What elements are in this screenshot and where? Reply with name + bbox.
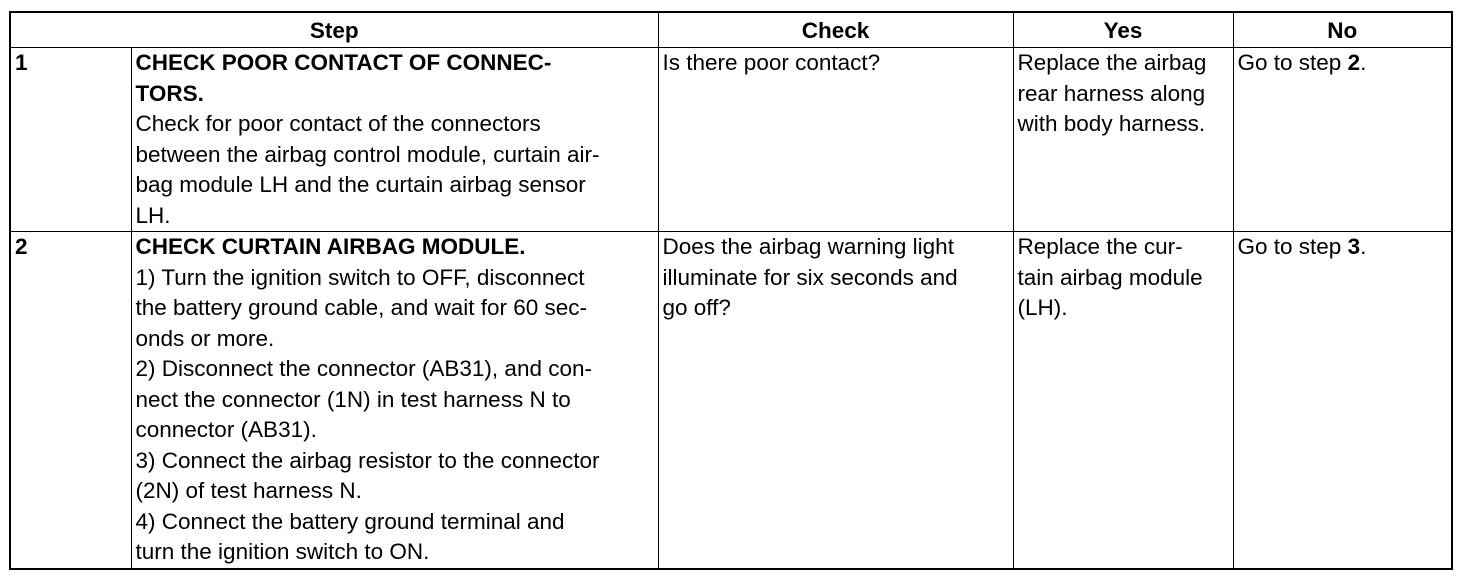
- step-instruction-line: 2) Disconnect the connector (AB31), and con-: [135, 356, 592, 381]
- header-step: Step: [10, 12, 658, 48]
- table-row: [10, 232, 1452, 569]
- yes-line: Replace the airbag: [1017, 50, 1207, 75]
- check-line: Does the airbag warning light: [662, 234, 954, 259]
- step-instruction-line: 3) Connect the airbag resistor to the connector: [135, 447, 600, 473]
- step-instruction-line: (2N) of test harness N.: [135, 478, 362, 503]
- yes-line: (LH).: [1017, 295, 1068, 320]
- check-line: illuminate for six seconds and: [662, 264, 958, 290]
- no-suffix: .: [1360, 50, 1367, 75]
- yes-line: with body harness.: [1017, 111, 1206, 136]
- step-instruction-line: the battery ground cable, and wait for 60 sec-: [135, 295, 588, 320]
- yes-line: Replace the cur-: [1017, 234, 1183, 259]
- no-step-number: 2: [1347, 50, 1361, 75]
- step-instruction-line: between the airbag control module, curtain air-: [135, 141, 600, 167]
- check-cell: [658, 48, 1013, 232]
- yes-line: rear harness along: [1017, 80, 1206, 106]
- step-instruction-line: onds or more.: [135, 325, 275, 351]
- no-prefix: Go to step: [1237, 50, 1348, 75]
- step-instruction-line: turn the ignition switch to ON.: [135, 539, 430, 564]
- yes-cell: [1013, 48, 1233, 232]
- step-instruction-line: bag module LH and the curtain airbag sensor: [135, 172, 586, 197]
- step-number: 2: [10, 232, 131, 569]
- step-cell: [131, 48, 658, 232]
- step-cell: [131, 232, 658, 569]
- header-no: No: [1233, 12, 1452, 48]
- step-title-line: CHECK POOR CONTACT OF CONNEC-: [135, 50, 552, 75]
- diagnostic-table: [9, 11, 1453, 570]
- step-number: 1: [10, 48, 131, 232]
- table-header-row: [10, 12, 1452, 48]
- step-title-line: TORS.: [135, 80, 204, 106]
- table-row: [10, 48, 1452, 232]
- step-instruction-line: LH.: [135, 202, 171, 228]
- step-instruction-line: 1) Turn the ignition switch to OFF, disconnect: [135, 264, 585, 290]
- no-suffix: .: [1360, 234, 1367, 259]
- header-yes: Yes: [1013, 12, 1233, 48]
- no-prefix: Go to step: [1237, 234, 1348, 259]
- no-step-number: 3: [1347, 234, 1361, 259]
- yes-line: tain airbag module: [1017, 264, 1203, 290]
- yes-cell: [1013, 232, 1233, 569]
- check-cell: [658, 232, 1013, 569]
- check-text: Is there poor contact?: [662, 50, 881, 75]
- check-line: go off?: [662, 295, 731, 320]
- step-instruction-line: Check for poor contact of the connectors: [135, 111, 541, 136]
- header-check: Check: [658, 12, 1013, 48]
- step-instruction-line: nect the connector (1N) in test harness N to: [135, 386, 571, 412]
- step-instruction-line: 4) Connect the battery ground terminal and: [135, 508, 565, 534]
- step-instruction-line: connector (AB31).: [135, 417, 317, 442]
- step-title: CHECK CURTAIN AIRBAG MODULE.: [135, 234, 526, 259]
- no-cell: [1233, 232, 1452, 569]
- no-cell: [1233, 48, 1452, 232]
